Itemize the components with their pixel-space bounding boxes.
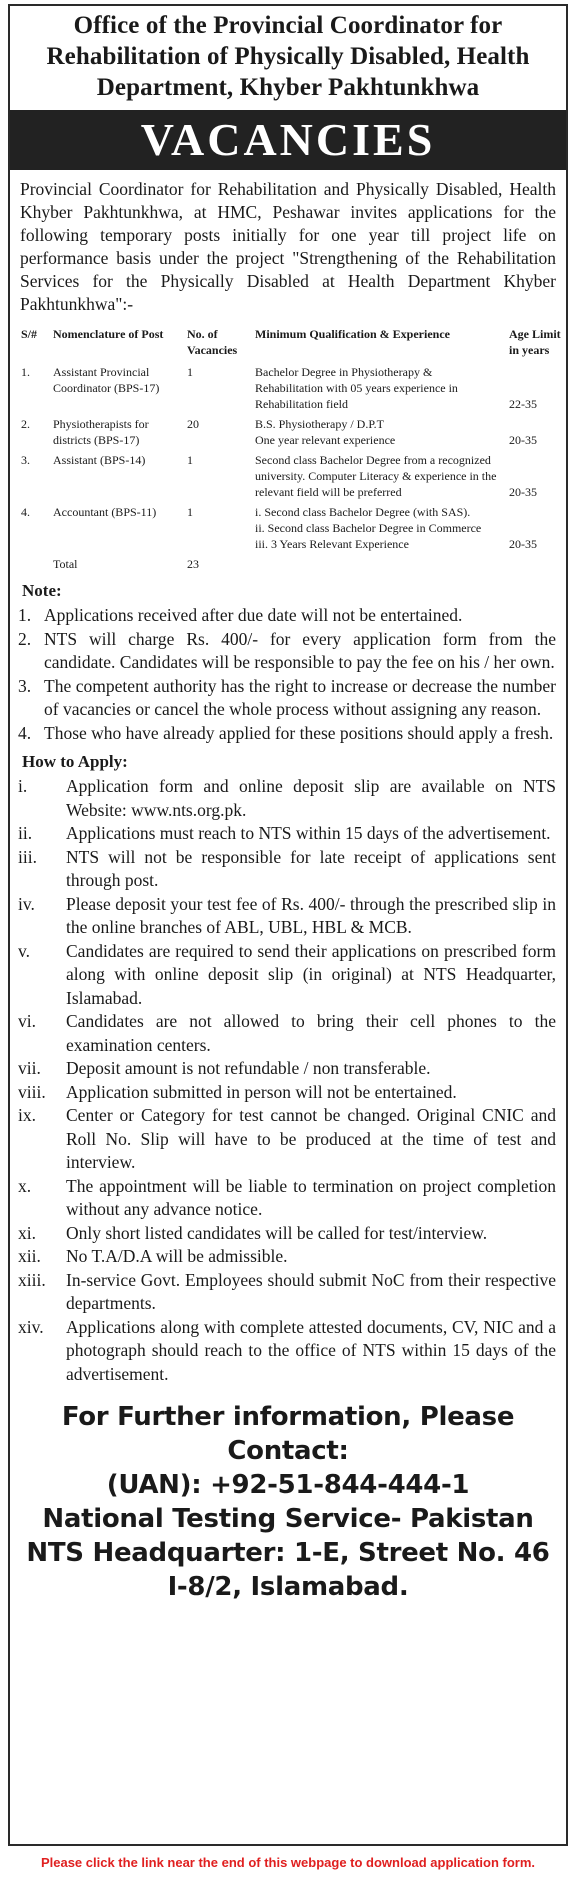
apply-item — [18, 1269, 556, 1316]
cell-qualification — [252, 502, 506, 554]
apply-item — [18, 1245, 556, 1269]
item-text: Deposit amount is not refundable / non transferable. — [66, 1058, 431, 1078]
note-item — [18, 675, 556, 722]
item-text: Candidates are not allowed to bring their cell phones to the examination centers. — [66, 1011, 556, 1055]
office-line: Department, Khyber Pakhtunkhwa — [96, 74, 480, 101]
item-text: Application submitted in person will not be entertained. — [66, 1081, 457, 1102]
item-number: 2. — [18, 628, 32, 649]
item-number: xiii. — [18, 1269, 46, 1290]
apply-item — [18, 1010, 556, 1057]
apply-item — [18, 775, 556, 822]
item-number: 4. — [18, 722, 32, 743]
item-text: Candidates are required to send their applications on prescribed form along with online deposit slip (in original) at NTS Headquarter, Islamabad. — [66, 940, 556, 1008]
qualification-line: One year relevant experience — [255, 433, 396, 447]
vacancies-table — [18, 326, 564, 574]
vacancies-banner: VACANCIES — [10, 110, 566, 170]
cell-post: Accountant (BPS-11) — [53, 505, 157, 519]
apply-item — [18, 940, 556, 1011]
apply-item — [18, 1104, 556, 1175]
cell-vacancies: 20 — [187, 417, 199, 431]
item-number: x. — [18, 1175, 32, 1196]
cell-age: 20-35 — [509, 537, 537, 551]
qualification-line: ii. Second class Bachelor Degree in Commerce — [255, 521, 482, 535]
header-qualification: Minimum Qualification & Experience — [255, 327, 450, 341]
intro-paragraph: Provincial Coordinator for Rehabilitation and Physically Disabled, Health Khyber Pakhtunkhwa, at HMC, Peshawar invites applications for the following temporary posts initially for one year till project life on performance basis under the project "Strengthening of the Rehabilitation Services for the Physically Disabled at Health Department Khyber Pakhtunkhwa":- — [20, 179, 556, 314]
qualification-line: i. Second class Bachelor Degree (with SAS). — [255, 505, 471, 519]
download-notice: Please click the link near the end of this webpage to download application form. — [40, 1855, 536, 1870]
total-value: 23 — [187, 557, 199, 571]
qualification-line: B.S. Physiotherapy / D.P.T — [255, 417, 385, 431]
item-text: NTS will charge Rs. 400/- for every application form from the candidate. Candidates will be responsible to pay the fee on his / her own. — [44, 628, 556, 672]
cell-post: Physiotherapists for districts (BPS-17) — [53, 417, 149, 447]
cell-vacancies: 1 — [187, 505, 193, 519]
item-text: Please deposit your test fee of Rs. 400/- through the prescribed slip in the online branches of ABL, UBL, HBL & MCB. — [66, 893, 556, 937]
item-text: Only short listed candidates will be called for test/interview. — [66, 1222, 488, 1243]
cell-age: 22-35 — [509, 397, 537, 411]
item-text: Applications along with complete attested documents, CV, NIC and a photograph should reach to the office of NTS within 15 days of the advertisement. — [66, 1316, 556, 1384]
total-row — [18, 554, 564, 574]
table-row — [18, 450, 564, 502]
apply-item — [18, 893, 556, 940]
total-spacer — [18, 554, 50, 574]
header-vacancies: No. of Vacancies — [187, 327, 238, 357]
note-item — [18, 722, 556, 746]
item-number: 3. — [18, 675, 32, 696]
cell-vacancies: 1 — [187, 365, 193, 379]
apply-heading: How to Apply: — [22, 752, 128, 771]
qualification-line: Bachelor Degree in Physiotherapy & Rehabilitation with 05 years experience in Rehabilitation field — [255, 365, 458, 411]
item-number: iii. — [18, 846, 37, 867]
cell-sn: 2. — [21, 417, 30, 431]
item-number: iv. — [18, 893, 35, 914]
item-number: xii. — [18, 1246, 41, 1266]
apply-item — [18, 846, 556, 893]
item-number: v. — [18, 940, 30, 961]
item-number: xiv. — [18, 1316, 44, 1337]
table-row — [18, 414, 564, 450]
item-number: ix. — [18, 1105, 36, 1125]
apply-list — [18, 775, 556, 1386]
qualification-line: Second class Bachelor Degree from a recognized university. Computer Literacy & experience in the relevant field will be preferred — [255, 453, 497, 499]
item-text: No T.A/D.A will be admissible. — [66, 1246, 288, 1266]
cell-qualification — [252, 450, 506, 502]
total-label: Total — [53, 557, 78, 571]
cell-sn: 3. — [21, 453, 30, 467]
note-heading: Note: — [22, 581, 62, 600]
item-text: Applications received after due date will not be entertained. — [44, 605, 463, 625]
office-line: Office of the Provincial Coordinator for — [73, 12, 503, 39]
contact-block — [10, 1400, 566, 1604]
item-number: viii. — [18, 1081, 46, 1102]
apply-item — [18, 1081, 556, 1105]
cell-post: Assistant (BPS-14) — [53, 453, 146, 467]
item-text: Applications must reach to NTS within 15 days of the advertisement. — [66, 823, 551, 843]
table-row — [18, 502, 564, 554]
cell-sn: 1. — [21, 365, 30, 379]
contact-line: I-8/2, Islamabad. — [167, 1572, 409, 1602]
item-text: Those who have already applied for these positions should apply a fresh. — [44, 722, 554, 743]
item-text: Application form and online deposit slip are available on NTS Website: www.nts.org.pk. — [66, 776, 556, 820]
cell-sn: 4. — [21, 505, 30, 519]
office-heading — [10, 6, 566, 103]
item-text: Center or Category for test cannot be changed. Original CNIC and Roll No. Slip will have to be produced at the time of test and interview. — [66, 1105, 556, 1172]
contact-line: National Testing Service- Pakistan — [42, 1504, 534, 1534]
contact-line: NTS Headquarter: 1-E, Street No. 46 — [26, 1538, 550, 1568]
office-line: Rehabilitation of Physically Disabled, Health — [46, 43, 530, 70]
item-number: 1. — [18, 605, 32, 625]
cell-vacancies: 1 — [187, 453, 193, 467]
header-age: Age Limit in years — [509, 327, 561, 357]
table-header-row — [18, 326, 564, 362]
table-row — [18, 362, 564, 414]
item-text: NTS will not be responsible for late receipt of applications sent through post. — [66, 846, 556, 890]
cell-age: 20-35 — [509, 433, 537, 447]
contact-line: (UAN): +92-51-844-444-1 — [106, 1470, 470, 1500]
cell-post: Assistant Provincial Coordinator (BPS-17) — [53, 365, 160, 395]
item-number: vi. — [18, 1011, 36, 1031]
apply-item — [18, 1316, 556, 1387]
apply-item — [18, 1175, 556, 1222]
item-number: ii. — [18, 823, 33, 843]
contact-line: For Further information, Please Contact: — [61, 1402, 515, 1466]
item-number: vii. — [18, 1058, 41, 1078]
apply-item — [18, 1057, 556, 1081]
apply-item — [18, 822, 556, 846]
item-text: In-service Govt. Employees should submit NoC from their respective departments. — [66, 1269, 556, 1313]
item-text: The appointment will be liable to termination on project completion without any advance notice. — [66, 1175, 556, 1219]
header-sn: S/# — [21, 327, 38, 341]
item-number: i. — [18, 776, 28, 796]
item-number: xi. — [18, 1222, 36, 1243]
cell-age: 20-35 — [509, 485, 537, 499]
note-item — [18, 628, 556, 675]
notes-list — [18, 604, 556, 745]
header-post: Nomenclature of Post — [53, 327, 164, 341]
item-text: The competent authority has the right to increase or decrease the number of vacancies or cancel the whole process without assigning any reason. — [44, 675, 556, 719]
note-item — [18, 604, 556, 628]
advertisement — [8, 4, 568, 1846]
apply-item — [18, 1222, 556, 1246]
cell-qualification — [252, 414, 506, 450]
qualification-line: iii. 3 Years Relevant Experience — [255, 537, 409, 551]
cell-qualification — [252, 362, 506, 414]
